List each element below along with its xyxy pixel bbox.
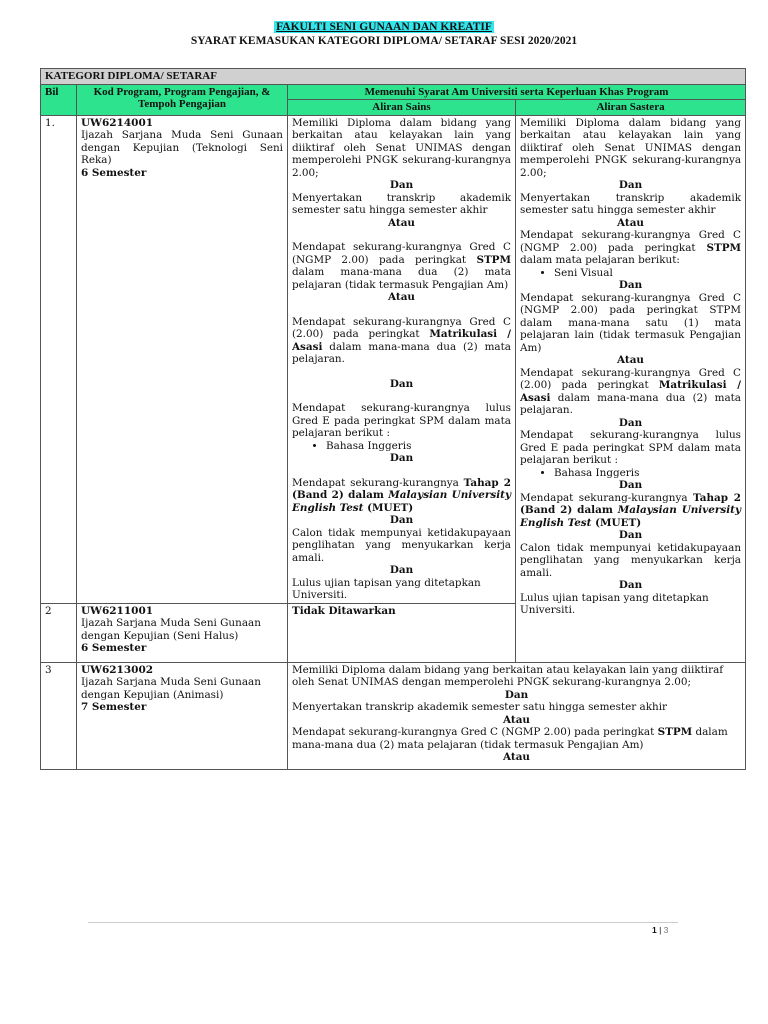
program-name: Ijazah Sarjana Muda Seni Gunaan dengan Kepujian (Animasi) bbox=[81, 676, 261, 701]
sains-cell bbox=[288, 115, 516, 603]
req-text: Mendapat sekurang-kurangnya Gred C (NGMP 2.00) pada peringkat STPM dalam mana-mana dua (2) mata pelajaran (tidak termasuk Pengajian Am) bbox=[292, 241, 511, 291]
category-row bbox=[41, 69, 746, 85]
req-text: Mendapat sekurang-kurangnya Tahap 2 (Band 2) dalam Malaysian University English Test (MUET) bbox=[292, 476, 511, 514]
program-name: Ijazah Sarjana Muda Seni Gunaan dengan Kepujian (Teknologi Seni Reka) bbox=[81, 129, 283, 166]
merged-requirements-cell bbox=[288, 662, 746, 769]
connector-dan: Dan bbox=[618, 579, 643, 591]
list-item: • Bahasa Inggeris bbox=[326, 440, 511, 453]
connector-dan: Dan bbox=[618, 416, 643, 429]
connector-atau: Atau bbox=[617, 216, 644, 229]
program-cell bbox=[77, 115, 288, 603]
sains-cell bbox=[288, 603, 516, 662]
connector-dan: Dan bbox=[618, 179, 643, 191]
req-text: Memiliki Diploma dalam bidang yang berkaitan atau kelayakan lain yang diiktiraf oleh Senat UNIMAS dengan memperolehi PNGK sekurang-kurangnya 2.00; bbox=[292, 663, 724, 688]
req-text: Lulus ujian tapisan yang ditetapkan Universiti. bbox=[292, 576, 481, 601]
subject-list bbox=[520, 467, 741, 480]
connector-dan: Dan bbox=[389, 452, 414, 464]
connector-atau: Atau bbox=[388, 216, 415, 229]
req-text: Memiliki Diploma dalam bidang yang berkaitan atau kelayakan lain yang diiktiraf oleh Senat UNIMAS dengan memperolehi PNGK sekurang-kurangnya 2.00; bbox=[520, 116, 742, 179]
row-bil: 2 bbox=[41, 603, 77, 662]
connector-atau: Atau bbox=[388, 291, 415, 303]
req-text: Menyertakan transkrip akademik semester satu hingga semester akhir bbox=[292, 701, 667, 713]
req-text: Menyertakan transkrip akademik semester satu hingga semester akhir bbox=[520, 191, 742, 216]
col-sains-header: Aliran Sains bbox=[288, 100, 516, 116]
not-offered-label: Tidak Ditawarkan bbox=[292, 604, 396, 617]
connector-dan: Dan bbox=[618, 279, 643, 291]
category-label: KATEGORI DIPLOMA/ SETARAF bbox=[41, 69, 746, 85]
subject-list bbox=[520, 267, 741, 280]
program-code: UW6213002 bbox=[81, 663, 154, 676]
connector-atau: Atau bbox=[503, 751, 530, 763]
req-text: Mendapat sekurang-kurangnya Gred C (NGMP 2.00) pada peringkat STPM dalam mana-mana satu (1) mata pelajaran lain (tidak termasuk Pengajian Am) bbox=[520, 291, 742, 354]
req-text: Calon tidak mempunyai ketidakupayaan penglihatan yang menyukarkan kerja amali. bbox=[520, 541, 742, 579]
sastera-cell bbox=[516, 115, 746, 662]
connector-atau: Atau bbox=[503, 713, 530, 726]
program-cell bbox=[77, 662, 288, 769]
program-name: Ijazah Sarjana Muda Seni Gunaan dengan Kepujian (Seni Halus) bbox=[81, 617, 261, 642]
req-text: Mendapat sekurang-kurangnya Tahap 2 (Band 2) dalam Malaysian University English Test (MUET) bbox=[520, 491, 742, 529]
connector-dan: Dan bbox=[389, 564, 414, 576]
col-requirements-header: Memenuhi Syarat Am Universiti serta Keperluan Khas Program bbox=[288, 84, 746, 100]
req-text: Calon tidak mempunyai ketidakupayaan penglihatan yang menyukarkan kerja amali. bbox=[292, 526, 511, 564]
connector-dan: Dan bbox=[389, 179, 414, 191]
req-text: Mendapat sekurang-kurangnya Gred C (NGMP 2.00) pada peringkat STPM dalam mata pelajaran berikut: bbox=[520, 229, 742, 266]
req-text: Lulus ujian tapisan yang ditetapkan Universiti. bbox=[520, 591, 709, 616]
req-text: Mendapat sekurang-kurangnya Gred C (NGMP 2.00) pada peringkat STPM dalam mana-mana dua (2) mata pelajaran (tidak termasuk Pengajian Am) bbox=[292, 726, 728, 751]
connector-dan: Dan bbox=[618, 529, 643, 541]
program-cell bbox=[77, 603, 288, 662]
program-duration: 6 Semester bbox=[81, 642, 147, 654]
col-program-header: Kod Program, Program Pengajian, & Tempoh Pengajian bbox=[77, 84, 288, 115]
document-subtitle: SYARAT KEMASUKAN KATEGORI DIPLOMA/ SETARAF SESI 2020/2021 bbox=[190, 35, 578, 47]
row-bil: 3 bbox=[41, 662, 77, 769]
col-sastera-header: Aliran Sastera bbox=[516, 100, 746, 116]
document-header bbox=[0, 20, 768, 48]
program-duration: 6 Semester bbox=[81, 166, 147, 179]
connector-atau: Atau bbox=[617, 354, 644, 366]
list-item: • Bahasa Inggeris bbox=[554, 467, 741, 480]
faculty-title: FAKULTI SENI GUNAAN DAN KREATIF bbox=[276, 21, 492, 33]
req-text: Mendapat sekurang-kurangnya Gred C (2.00) pada peringkat Matrikulasi / Asasi dalam mana-mana dua (2) mata pelajaran. bbox=[292, 315, 511, 365]
connector-dan: Dan bbox=[504, 688, 529, 701]
req-text: Mendapat sekurang-kurangnya lulus Gred E pada peringkat SPM dalam mata pelajaran berikut : bbox=[520, 429, 742, 466]
header-row bbox=[41, 84, 746, 100]
table-row bbox=[41, 662, 746, 769]
program-duration: 7 Semester bbox=[81, 701, 147, 713]
req-text: Menyertakan transkrip akademik semester satu hingga semester akhir bbox=[292, 191, 511, 216]
connector-dan: Dan bbox=[389, 377, 414, 390]
subject-list bbox=[292, 440, 511, 453]
req-text: Mendapat sekurang-kurangnya lulus Gred E pada peringkat SPM dalam mata pelajaran berikut : bbox=[292, 402, 511, 439]
table-row bbox=[41, 115, 746, 603]
program-code: UW6211001 bbox=[81, 604, 154, 617]
footer-divider bbox=[88, 922, 678, 923]
col-bil-header: Bil bbox=[41, 84, 77, 115]
list-item: • Seni Visual bbox=[554, 267, 741, 280]
program-code: UW6214001 bbox=[81, 116, 154, 129]
connector-dan: Dan bbox=[618, 479, 643, 491]
row-bil: 1. bbox=[41, 115, 77, 603]
connector-dan: Dan bbox=[389, 514, 414, 526]
page-number: 1 | 3 bbox=[652, 925, 669, 935]
req-text: Memiliki Diploma dalam bidang yang berkaitan atau kelayakan lain yang diiktiraf oleh Senat UNIMAS dengan memperolehi PNGK sekurang-kurangnya 2.00; bbox=[292, 116, 511, 179]
requirements-table bbox=[40, 68, 746, 770]
req-text: Mendapat sekurang-kurangnya Gred C (2.00) pada peringkat Matrikulasi / Asasi dalam mana-mana dua (2) mata pelajaran. bbox=[520, 366, 742, 416]
